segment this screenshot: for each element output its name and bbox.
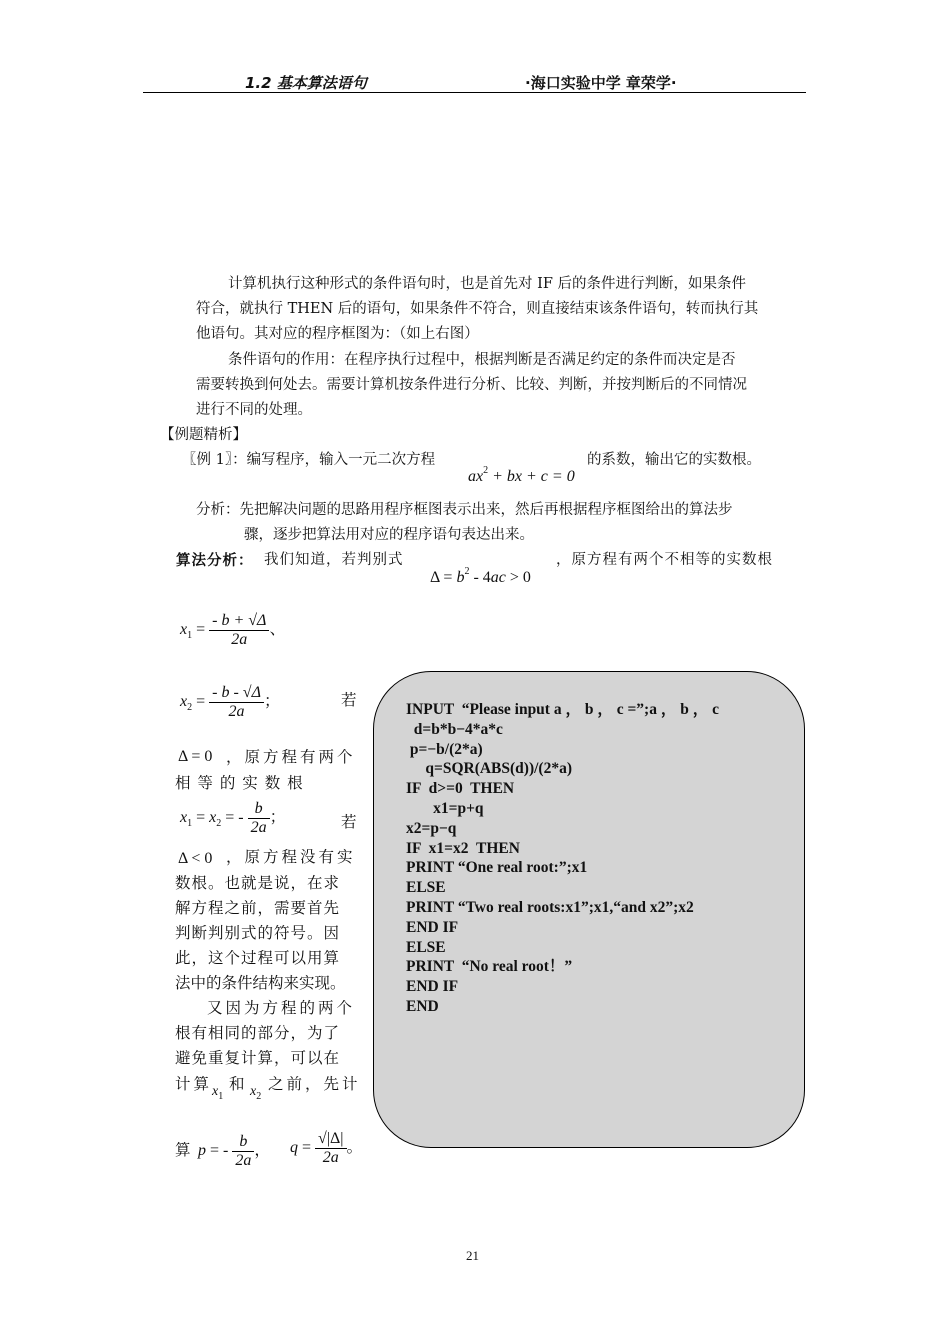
code-line: PRINT “Two real roots:x1”;x1,“and x2”;x2 [406, 898, 694, 916]
code-line: INPUT “Please input a ， b ， c =”;a ， b ， c [406, 701, 719, 718]
page-number: 21 [466, 1248, 479, 1263]
q-formula: q = $\frac{√|\Delta|}{2a}$ 。 [290, 1130, 363, 1166]
column-text: 又因为方程的两个 [207, 999, 356, 1017]
paragraph-line: 进行不同的处理。 [196, 402, 312, 418]
column-text: 数根。也就是说，在求 [175, 874, 341, 892]
column-text: ，原方程没有实 [226, 848, 356, 866]
code-line: END IF [406, 918, 459, 936]
paragraph-line: 他语句。其对应的程序框图为：（如上右图） [196, 326, 479, 342]
example-outro: 的系数，输出它的实数根。 [587, 452, 761, 468]
x1-formula: $x_1$ = $\frac{- b + √\Delta}{2a}$ 、 [180, 612, 286, 648]
column-text: 根有相同的部分，为了 [175, 1024, 341, 1042]
text-ruo: 若 [341, 691, 357, 709]
x1-symbol: $x_1$ [212, 1084, 224, 1102]
analysis-line: 分析：先把解决问题的思路用程序框图表示出来，然后再根据程序框图给出的算法步 [196, 502, 733, 518]
code-line: IF d>=0 THEN [406, 780, 515, 798]
algorithm-post: ，原方程有两个不相等的实数根 [556, 552, 773, 568]
code-line: END [406, 997, 439, 1015]
delta-negative: Δ < 0 [178, 850, 213, 867]
section-heading: 【例题精析】 [160, 427, 247, 443]
code-line: END IF [406, 978, 459, 996]
header-chapter-title: 1.2 基本算法语句 [245, 74, 367, 92]
code-line: d=b*b−4*a*c [406, 720, 503, 738]
code-line: ELSE [406, 938, 446, 956]
paragraph-line: 计算机执行这种形式的条件语句时，也是首先对 IF 后的条件进行判断，如果条件 [228, 276, 747, 292]
column-text: 之前，先计 [268, 1075, 361, 1093]
column-text: 算 [175, 1141, 194, 1159]
text-ruo: 若 [341, 813, 357, 831]
code-line: x2=p−q [406, 819, 457, 837]
double-root-formula: $x_1 = x_2$ = - $\frac{b}{2a}$ ； [180, 800, 286, 836]
delta-zero: Δ = 0 [178, 748, 213, 765]
algorithm-text: 我们知道，若判别式 [264, 552, 404, 568]
program-code [406, 700, 719, 1017]
code-line: x1=p+q [406, 799, 484, 817]
column-text: 判断判别式的符号。因 [175, 924, 341, 942]
code-line: ELSE [406, 879, 446, 897]
code-line: PRINT “One real root:”;x1 [406, 859, 588, 877]
column-text: 避免重复计算，可以在 [175, 1049, 341, 1067]
column-text: 解方程之前，需要首先 [175, 899, 341, 917]
code-line: p=−b/(2*a) [406, 740, 483, 758]
code-line: IF x1=x2 THEN [406, 839, 520, 857]
analysis-line: 骤，逐步把算法用对应的程序语句表达出来。 [244, 527, 534, 543]
code-line: PRINT “No real root！” [406, 958, 573, 976]
column-text: 法中的条件结构来实现。 [175, 974, 346, 992]
header-school-author: ·海口实验中学 章荣学· [525, 74, 677, 92]
x2-symbol: $x_2$ [250, 1084, 262, 1102]
column-text: 和 [229, 1075, 248, 1093]
column-text: ，原方程有两个 [226, 748, 356, 766]
header-rule [143, 92, 806, 93]
algorithm-label: 算法分析： [176, 552, 254, 569]
column-text: 此，这个过程可以用算 [175, 949, 341, 967]
column-text: 计算 [175, 1075, 213, 1093]
discriminant-inequality: $\Delta = b^2 - 4ac > 0$ [430, 566, 531, 586]
column-text: 相 等 的 实 数 根 [175, 774, 304, 792]
x2-formula: $x_2$ = $\frac{- b - √\Delta}{2a}$ ； [180, 684, 280, 720]
quadratic-equation: $ax^2$ + bx + c = 0 [468, 465, 575, 485]
code-line: q=SQR(ABS(d))/(2*a) [406, 760, 572, 778]
p-formula: p = - $\frac{b}{2a}$ ， [198, 1133, 271, 1169]
paragraph-line: 需要转换到何处去。需要计算机按条件进行分析、比较、判断，并按判断后的不同情况 [196, 377, 747, 393]
paragraph-line: 条件语句的作用：在程序执行过程中，根据判断是否满足约定的条件而决定是否 [228, 352, 736, 368]
example-intro: 〖例 1〗：编写程序，输入一元二次方程 [182, 452, 436, 468]
paragraph-line: 符合，就执行 THEN 后的语句，如果条件不符合，则直接结束该条件语句，转而执行其 [196, 301, 759, 317]
